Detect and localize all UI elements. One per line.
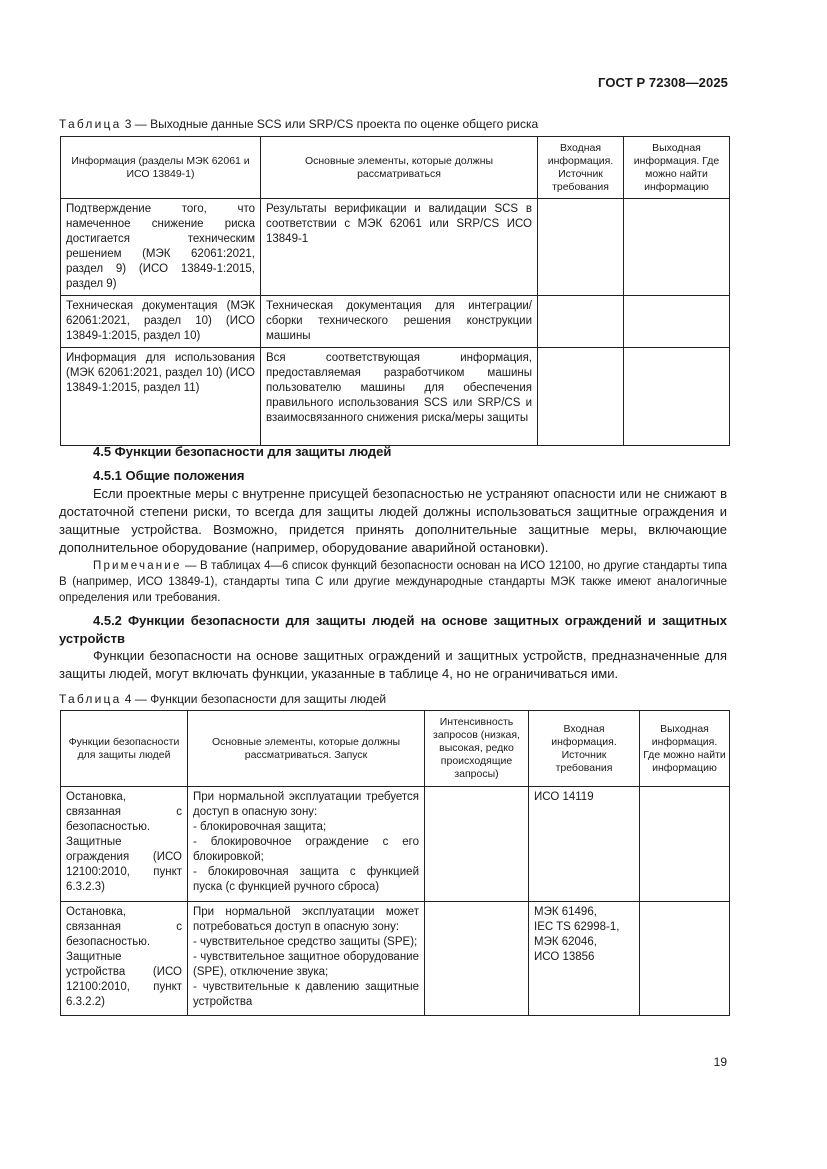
table4-caption: [59, 692, 386, 706]
note-text: — В таблицах 4—6 список функций безопасности основан на ИСО 12100, но другие стандарты типа В (например, ИСО 13849-1), стандарты типа С или другие международные стандарты МЭК также имеют аналогичные определения или требования.: [59, 560, 727, 604]
table-cell: [425, 902, 529, 1016]
table4-header-input: Входная информация. Источник требования: [529, 711, 640, 787]
table4-caption-text: 4 — Функции безопасности для защиты людей: [121, 692, 387, 706]
table-cell: Остановка, связанная с безопасностью. Защитные ограждения (ИСО 12100:2010, пункт 6.3.2.3): [61, 787, 188, 902]
table3-header-row: [61, 137, 730, 199]
table-cell: Результаты верификации и валидации SCS в соответствии с МЭК 62061 или SRP/CS ИСО 13849-1: [261, 199, 538, 296]
table-cell: Техническая документация для интеграции/сборки технического решения конструкции машины: [261, 296, 538, 348]
table-cell: Подтверждение того, что намеченное снижение риска достигается техническим решением (МЭК 62061:2021, раздел 9) (ИСО 13849-1:2015, раздел 9): [61, 199, 261, 296]
table-cell: Остановка, связанная с безопасностью. Защитные устройства (ИСО 12100:2010, пункт 6.3.2.2): [61, 902, 188, 1016]
list-item: ИСО 13856: [534, 951, 595, 963]
list-item: IEC TS 62998-1,: [534, 921, 620, 933]
list-item: МЭК 61496,: [534, 906, 597, 918]
table-row: [61, 296, 730, 348]
table3-header-elements: Основные элементы, которые должны рассматриваться: [261, 137, 538, 199]
list-item: - блокировочная защита;: [193, 821, 327, 833]
table-4: [60, 710, 730, 1016]
table-cell: [188, 787, 425, 902]
section-4-5-2-paragraph: [59, 647, 727, 683]
table-cell: [538, 296, 624, 348]
table-cell: [624, 296, 730, 348]
table-cell: Информация для использования (МЭК 62061:2021, раздел 10) (ИСО 13849-1:2015, раздел 11): [61, 348, 261, 446]
table-3: [60, 136, 730, 446]
section-4-5-1-heading: 4.5.1 Общие положения: [93, 468, 245, 483]
section-4-5-2-title: 4.5.2 Функции безопасности для защиты людей на основе защитных ограждений и защитных устройств: [59, 613, 727, 646]
table-cell: [640, 902, 730, 1016]
standard-designation: ГОСТ Р 72308—2025: [598, 75, 728, 90]
table-row: [61, 902, 730, 1016]
list-item: - блокировочная защита с функцией пуска (с функцией ручного сброса): [193, 866, 419, 893]
list-item: - чувствительное защитное оборудование (SPE), отключение звука;: [193, 951, 419, 978]
paragraph-text: Если проектные меры с внутренне присущей безопасностью не устраняют опасности или не снижают в достаточной степени риски, то всегда для защиты людей должны использоваться защитные ограждения и защитные устройства. Возможно, придется принять дополнительные защитные меры, включающие дополнительное оборудование (например, оборудование аварийной остановки).: [59, 486, 727, 555]
table-cell: [529, 787, 640, 902]
table4-header-intensity: Интенсивность запросов (низкая, высокая, редко происходящие запросы): [425, 711, 529, 787]
section-4-5-heading: 4.5 Функции безопасности для защиты людей: [93, 444, 392, 459]
table-cell: [538, 348, 624, 446]
list-item: При нормальной эксплуатации может потребоваться доступ в опасную зону:: [193, 906, 419, 933]
list-item: - чувствительное средство защиты (SPE);: [193, 936, 418, 948]
page-number: 19: [713, 1055, 727, 1069]
table3-caption-label: Таблица: [59, 117, 122, 131]
table-cell: [624, 199, 730, 296]
table-cell: Вся соответствующая информация, предоставляемая разработчиком машины пользователю машины для обеспечения правильного использования SCS или SRP/CS и взаимосвязанного снижения риска/меры защиты: [261, 348, 538, 446]
list-item: При нормальной эксплуатации требуется доступ в опасную зону:: [193, 791, 419, 818]
note: [59, 558, 727, 606]
table3-header-info: Информация (разделы МЭК 62061 и ИСО 13849-1): [61, 137, 261, 199]
table-cell: [529, 902, 640, 1016]
table-cell: Техническая документация (МЭК 62061:2021, раздел 10) (ИСО 13849-1:2015, раздел 10): [61, 296, 261, 348]
table4-header-output: Выходная информация. Где можно найти информацию: [640, 711, 730, 787]
table3-header-output: Выходная информация. Где можно найти информацию: [624, 137, 730, 199]
note-label: Примечание: [93, 560, 182, 572]
table-cell: [624, 348, 730, 446]
table-row: [61, 787, 730, 902]
table-cell: [640, 787, 730, 902]
table-cell: [188, 902, 425, 1016]
paragraph-text: Функции безопасности на основе защитных ограждений и защитных устройств, предназначенные для защиты людей, могут включать функции, указанные в таблице 4, но не ограничиваться ими.: [59, 648, 727, 681]
table4-header-elements: Основные элементы, которые должны рассматриваться. Запуск: [188, 711, 425, 787]
list-item: - чувствительные к давлению защитные устройства: [193, 981, 419, 1008]
table4-caption-label: Таблица: [59, 692, 122, 706]
section-4-5-2-heading: [59, 612, 727, 648]
table4-header-function: Функции безопасности для защиты людей: [61, 711, 188, 787]
list-item: ИСО 14119: [534, 791, 594, 803]
table-row: [61, 199, 730, 296]
table3-caption: [59, 117, 538, 131]
table4-header-row: [61, 711, 730, 787]
table-cell: [538, 199, 624, 296]
table3-header-input: Входная информация. Источник требования: [538, 137, 624, 199]
table3-caption-text: 3 — Выходные данные SCS или SRP/CS проекта по оценке общего риска: [121, 117, 539, 131]
list-item: МЭК 62046,: [534, 936, 597, 948]
table-row: [61, 348, 730, 446]
table-cell: [425, 787, 529, 902]
section-4-5-1-paragraph: [59, 485, 727, 557]
list-item: - блокировочное ограждение с его блокировкой;: [193, 836, 419, 863]
